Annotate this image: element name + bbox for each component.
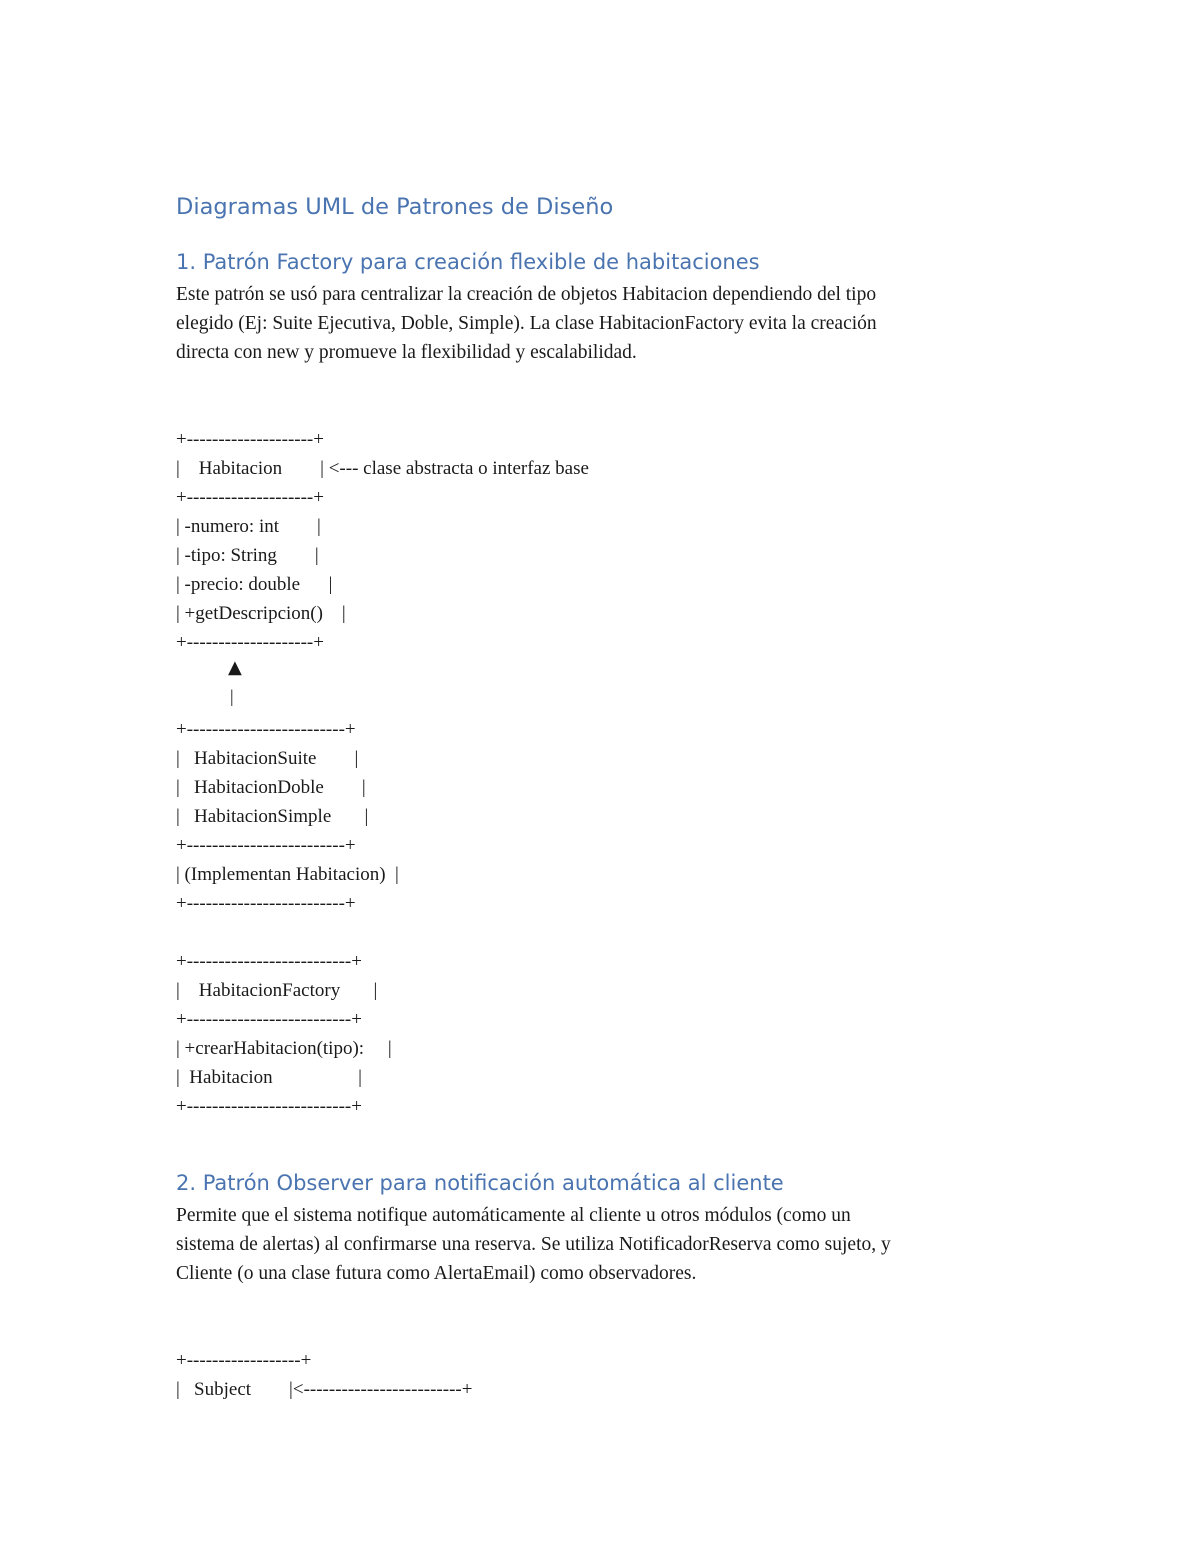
diagram-line: +-------------------------+ <box>176 835 356 856</box>
paragraph-line: Permite que el sistema notifique automáticamente al cliente u otros módulos (como un <box>176 1205 851 1226</box>
diagram-line: +-------------------------+ <box>176 719 356 740</box>
diagram-line: | HabitacionSimple | <box>176 806 369 827</box>
diagram-line: | +crearHabitacion(tipo): | <box>176 1038 392 1059</box>
diagram-line: +--------------------------+ <box>176 1009 362 1030</box>
inheritance-arrow-head-icon: ▲ <box>228 657 242 678</box>
diagram-line: | Subject |<-------------------------+ <box>176 1379 473 1400</box>
paragraph-line: Cliente (o una clase futura como AlertaEmail) como observadores. <box>176 1263 697 1284</box>
section-2-paragraph <box>176 1201 1036 1288</box>
diagram-line: +--------------------------+ <box>176 1096 362 1117</box>
subject-class-diagram <box>176 1346 1036 1404</box>
diagram-line: | -precio: double | <box>176 574 333 595</box>
diagram-line: | Habitacion | <box>176 1067 362 1088</box>
diagram-line: +------------------+ <box>176 1350 312 1371</box>
diagram-line: | -tipo: String | <box>176 545 319 566</box>
diagram-line: +--------------------+ <box>176 632 324 653</box>
paragraph-line: elegido (Ej: Suite Ejecutiva, Doble, Simple). La clase HabitacionFactory evita la creación <box>176 313 877 334</box>
subclasses-diagram <box>176 715 1036 918</box>
document-page <box>176 188 1036 1404</box>
diagram-line: +--------------------+ <box>176 487 324 508</box>
diagram-line: +--------------------------+ <box>176 951 362 972</box>
habitacion-class-diagram <box>176 425 1036 657</box>
section-1-paragraph <box>176 280 1036 367</box>
paragraph-line: directa con new y promueve la flexibilidad y escalabilidad. <box>176 342 637 363</box>
diagram-line: | Habitacion | <--- clase abstracta o interfaz base <box>176 458 589 479</box>
diagram-line: | (Implementan Habitacion) | <box>176 864 399 885</box>
diagram-line: | +getDescripcion() | <box>176 603 346 624</box>
paragraph-line: Este patrón se usó para centralizar la creación de objetos Habitacion dependiendo del tipo <box>176 284 877 305</box>
document-title: Diagramas UML de Patrones de Diseño <box>176 194 614 220</box>
factory-class-diagram <box>176 947 1036 1121</box>
diagram-line: +--------------------+ <box>176 429 324 450</box>
diagram-line: | -numero: int | <box>176 516 321 537</box>
section-1-heading: 1. Patrón Factory para creación flexible de habitaciones <box>176 250 760 274</box>
section-2-heading: 2. Patrón Observer para notificación automática al cliente <box>176 1171 784 1195</box>
diagram-line: +-------------------------+ <box>176 893 356 914</box>
diagram-line: | HabitacionSuite | <box>176 748 359 769</box>
paragraph-line: sistema de alertas) al confirmarse una reserva. Se utiliza NotificadorReserva como sujeto, y <box>176 1234 891 1255</box>
diagram-line: | HabitacionFactory | <box>176 980 378 1001</box>
inheritance-arrow-shaft: | <box>230 686 234 706</box>
diagram-line: | HabitacionDoble | <box>176 777 366 798</box>
